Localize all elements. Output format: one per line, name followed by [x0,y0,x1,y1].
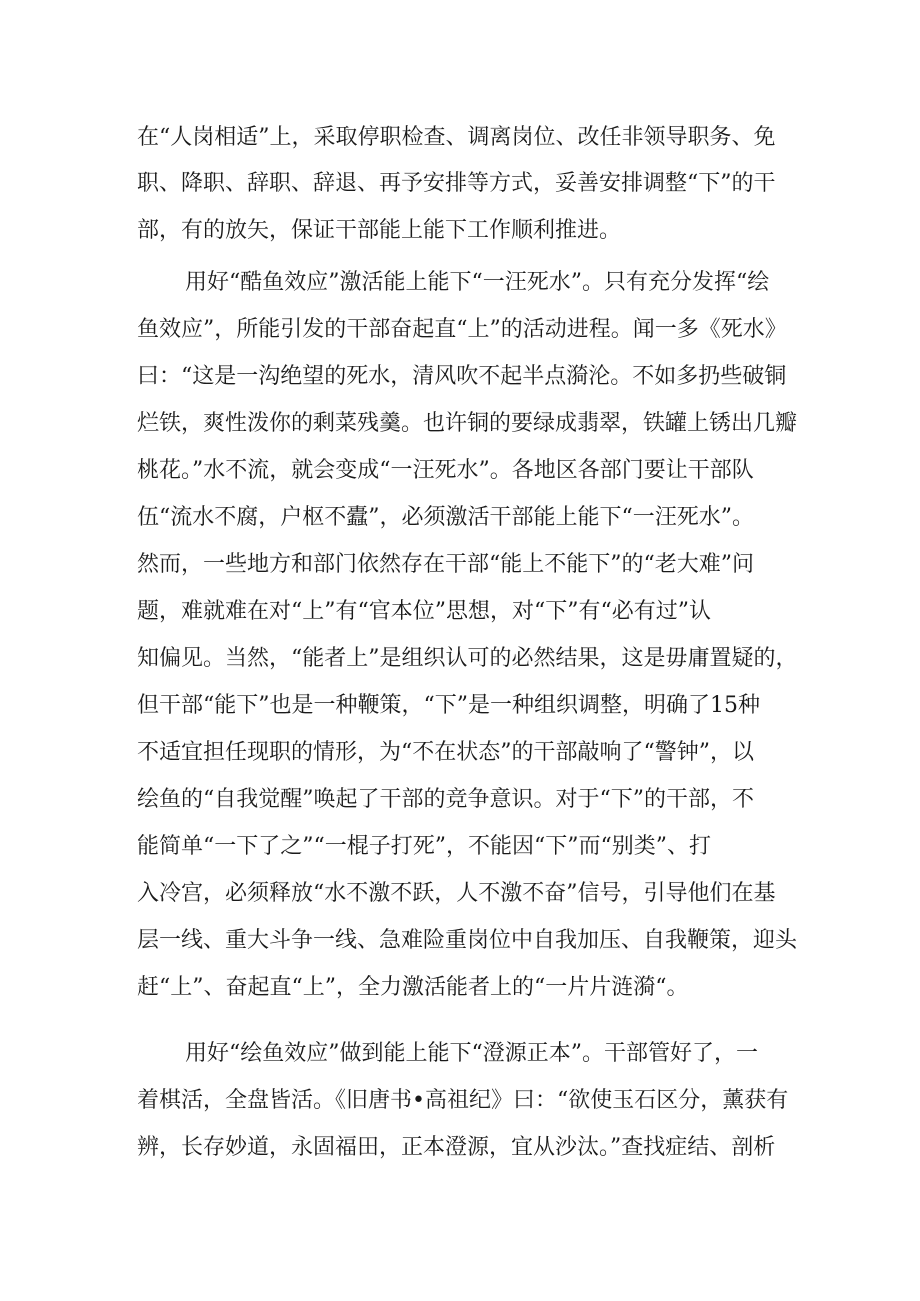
text-line: 鱼效应”，所能引发的干部奋起直“上”的活动进程。闻一多《死水》 [137,317,787,342]
text-line: 着棋活，全盘皆活。《旧唐书•高祖纪》曰：“欲使玉石区分，薰获有 [137,1088,789,1113]
text-line: 辨，长存妙道，永固福田，正本澄源，宜从沙汰。”查找症结、剖析 [137,1135,776,1160]
text-line: 赶“上”、奋起直“上”，全力激活能者上的“一片片涟漪“。 [137,975,689,1000]
text-line: 曰：“这是一沟绝望的死水，清风吹不起半点漪沦。不如多扔些破铜 [137,364,787,389]
text-line: 但干部“能下”也是一种鞭策，“下”是一种组织调整，明确了15种 [137,693,760,718]
text-line: 知偏见。当然，“能者上”是组织认可的必然结果，这是毋庸置疑的， [137,646,798,671]
text-line: 伍“流水不腐，户枢不蠹”，必须激活干部能上能下“一汪死水”。 [137,505,754,530]
text-line: 用好“酷鱼效应”激活能上能下“一汪死水”。只有充分发挥“绘 [185,270,770,295]
text-line: 入冷宫，必须释放“水不激不跃，人不激不奋”信号，引导他们在基 [137,881,776,906]
text-line: 桃花。”水不流，就会变成“一汪死水”。各地区各部门要让干部队 [137,458,754,483]
text-line: 然而，一些地方和部门依然存在干部“能上不能下”的“老大难”问 [137,552,754,577]
text-line: 在“人岗相适”上，采取停职检查、调离岗位、改任非领导职务、免 [137,125,776,150]
text-line: 用好“绘鱼效应”做到能上能下“澄源正本”。干部管好了，一 [185,1041,758,1066]
text-line: 职、降职、辞职、辞退、再予安排等方式，妥善安排调整“下”的干 [137,171,776,196]
text-line: 烂铁，爽性泼你的剩菜残羹。也许铜的要绿成翡翠，铁罐上锈出几瓣 [137,411,798,436]
text-line: 部，有的放矢，保证干部能上能下工作顺利推进。 [137,218,622,243]
text-line: 层一线、重大斗争一线、急难险重岗位中自我加压、自我鞭策，迎头 [137,928,798,953]
text-line: 绘鱼的“自我觉醒”唤起了干部的竞争意识。对于“下”的干部，不 [137,787,754,812]
text-line: 题，难就难在对“上”有“官本位”思想，对“下”有“必有过”认 [137,599,711,624]
text-line: 能简单“一下了之”“一棍子打死”，不能因“下”而“别类”、打 [137,834,711,859]
text-line: 不适宜担任现职的情形，为“不在状态”的干部敲响了“警钟”，以 [137,740,754,765]
